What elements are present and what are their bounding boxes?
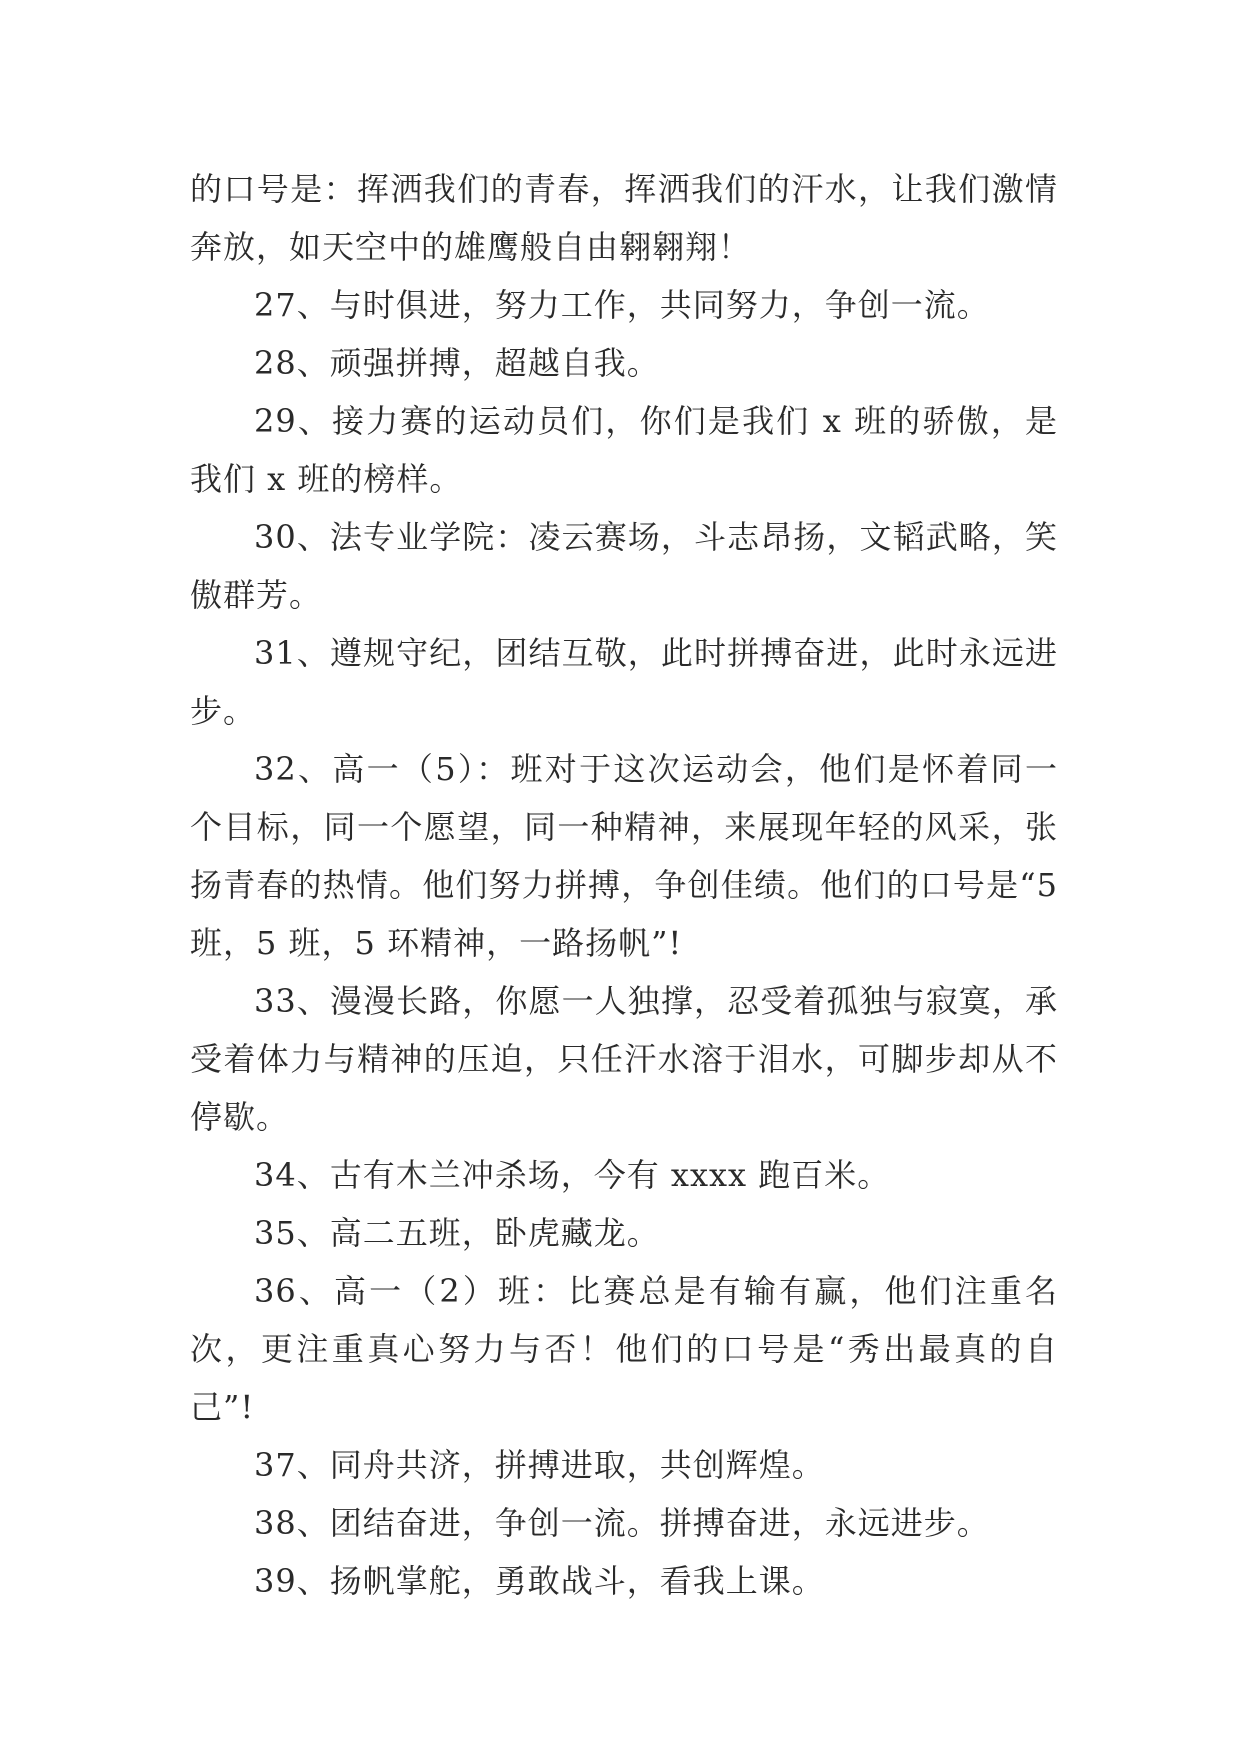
paragraph-28: 28、顽强拼搏，超越自我。	[254, 344, 660, 382]
paragraph-30: 30、法专业学院：凌云赛场，斗志昂扬，文韬武略，笑傲群芳。	[190, 518, 1058, 614]
paragraph-38: 38、团结奋进，争创一流。拼搏奋进，永远进步。	[254, 1504, 990, 1542]
paragraph-34: 34、古有木兰冲杀场，今有 xxxx 跑百米。	[254, 1156, 891, 1194]
paragraph-29: 29、接力赛的运动员们，你们是我们 x 班的骄傲，是我们 x 班的榜样。	[190, 402, 1058, 498]
paragraph-37: 37、同舟共济，拼搏进取，共创辉煌。	[254, 1446, 825, 1484]
document-body	[190, 160, 1058, 1610]
paragraph-36: 36、高一（2）班：比赛总是有输有赢，他们注重名次，更注重真心努力与否！他们的口号是“秀出最真的自己”!	[190, 1272, 1058, 1426]
paragraph-33: 33、漫漫长路，你愿一人独撑，忍受着孤独与寂寞，承受着体力与精神的压迫，只任汗水溶于泪水，可脚步却从不停歇。	[190, 982, 1058, 1136]
paragraph-31: 31、遵规守纪，团结互敬，此时拼搏奋进，此时永远进步。	[190, 634, 1058, 730]
paragraph-27: 27、与时俱进，努力工作，共同努力，争创一流。	[254, 286, 990, 324]
paragraph-32: 32、高一（5）：班对于这次运动会，他们是怀着同一个目标，同一个愿望，同一种精神，来展现年轻的风采，张扬青春的热情。他们努力拼搏，争创佳绩。他们的口号是“5 班，5 班，5 环精神，一路扬帆”!	[190, 750, 1058, 962]
paragraph-continued: 的口号是：挥洒我们的青春，挥洒我们的汗水，让我们激情奔放，如天空中的雄鹰般自由翱翱翔！	[190, 170, 1058, 266]
paragraph-35: 35、高二五班，卧虎藏龙。	[254, 1214, 660, 1252]
paragraph-39: 39、扬帆掌舵，勇敢战斗，看我上课。	[254, 1562, 825, 1600]
